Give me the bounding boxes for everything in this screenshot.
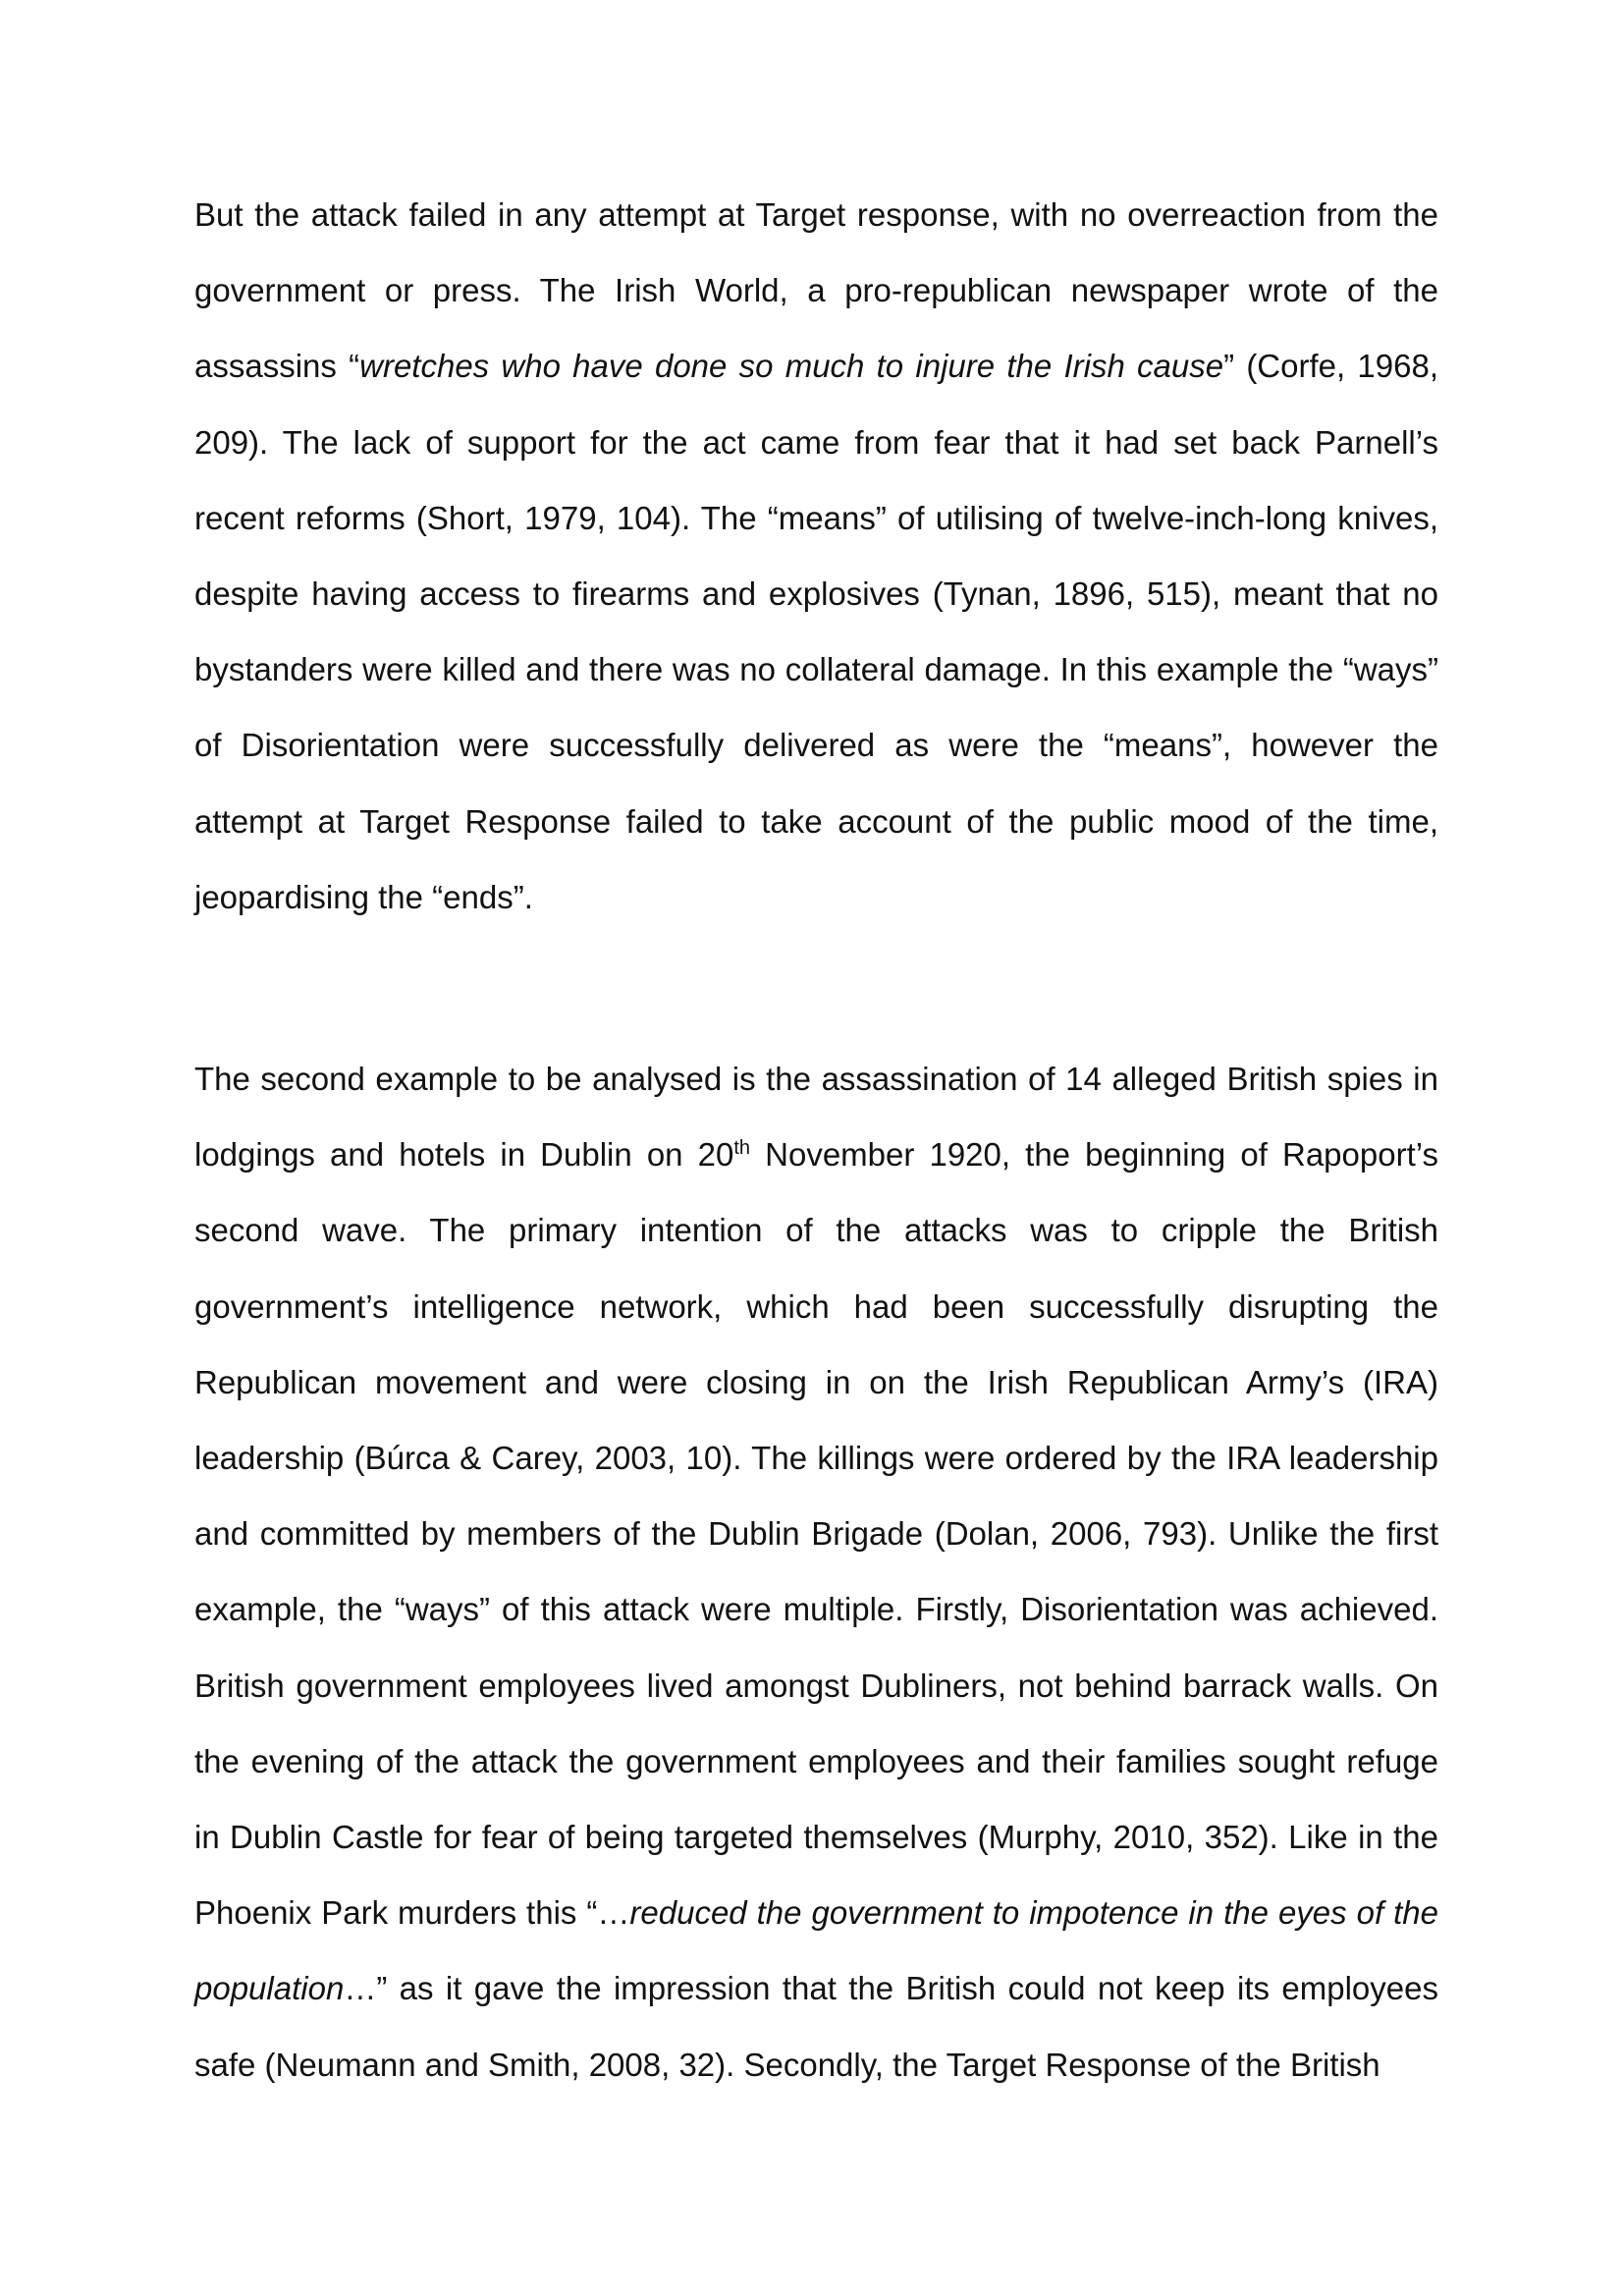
paragraph-1-text-a: But the attack failed in any attempt at Target response, with no overreaction from the government or press. The Irish World, a pro-republican newspaper wrote of the assassins “ xyxy=(194,196,1438,385)
paragraph-2 xyxy=(194,1041,1438,2103)
paragraph-2-text-a: The second example to be analysed is the assassination of 14 alleged British spies in lodgings and hotels in Dublin on 20 xyxy=(194,1061,1438,1174)
paragraph-1-quote: wretches who have done so much to injure the Irish cause xyxy=(359,348,1224,385)
paragraph-1-text-b: ” (Corfe, 1968, 209). The lack of support for the act came from fear that it had set back Parnell’s recent reforms (Short, 1979, 104). The “means” of utilising of twelve-inch-long knives, despite having access to firearms and explosives (Tynan, 1896, 515), meant that no bystanders were killed and there was no collateral damage. In this example the “ways” of Disorientation were successfully delivered as were the “means”, however the attempt at Target Response failed to take account of the public mood of the time, jeopardising the “ends”. xyxy=(194,348,1438,915)
paragraph-2-text-c: …” as it gave the impression that the British could not keep its employees safe (Neumann and Smith, 2008, 32). Secondly, the Target Response of the British xyxy=(194,1970,1438,2083)
paragraph-1 xyxy=(194,177,1438,935)
paragraph-2-text-b: November 1920, the beginning of Rapoport’s second wave. The primary intention of the attacks was to cripple the British government’s intelligence network, which had been successfully disrupting the Republican movement and were closing in on the Irish Republican Army’s (IRA) leadership (Búrca & Carey, 2003, 10). The killings were ordered by the IRA leadership and committed by members of the Dublin Brigade (Dolan, 2006, 793). Unlike the first example, the “ways” of this attack were multiple. Firstly, Disorientation was achieved. British government employees lived amongst Dubliners, not behind barrack walls. On the evening of the attack the government employees and their families sought refuge in Dublin Castle for fear of being targeted themselves (Murphy, 2010, 352). Like in the Phoenix Park murders this “… xyxy=(194,1136,1438,1932)
paragraph-2-quote: reduced the government to impotence in the eyes of the population xyxy=(194,1894,1438,2007)
ordinal-suffix: th xyxy=(733,1137,751,1160)
